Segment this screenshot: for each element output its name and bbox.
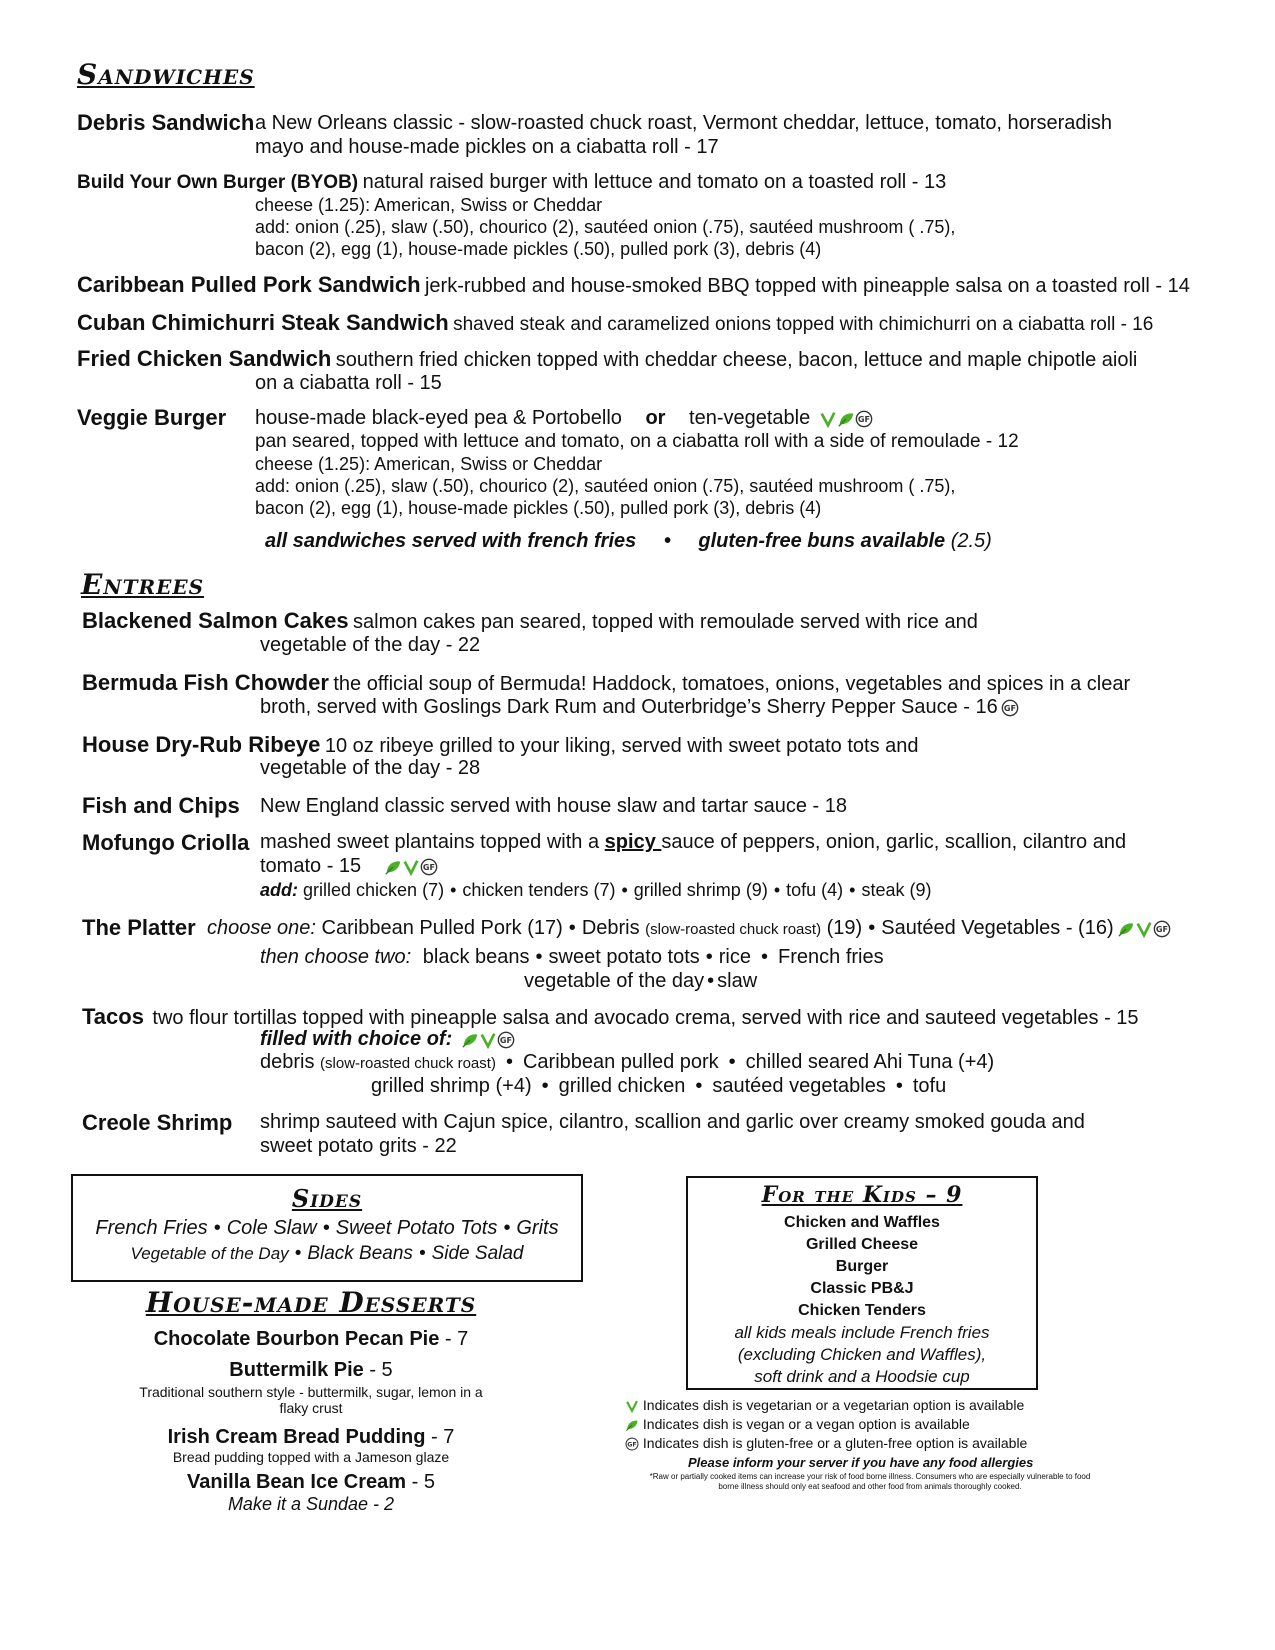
filling: Caribbean pulled pork (522, 1051, 719, 1073)
filling: chilled seared Ahi Tuna (+4) (745, 1051, 995, 1073)
menu-item-fried-chicken (77, 346, 1137, 372)
side-item: Vegetable of the Day (130, 1244, 289, 1263)
side-item: Sweet Potato Tots (335, 1217, 498, 1239)
gluten-free-icon (497, 1031, 515, 1049)
kids-item: Grilled Cheese (805, 1236, 919, 1253)
filling-note: (slow-roasted chuck roast) (320, 1055, 496, 1072)
item-desc: mashed sweet plantains topped with a (260, 831, 605, 853)
item-name: Caribbean Pulled Pork Sandwich (77, 272, 421, 297)
item-desc: mayo and house-made pickles on a ciabatta roll - 17 (255, 136, 719, 158)
platter-side: sweet potato tots (548, 946, 700, 968)
platter-option-price: (19) (826, 917, 863, 939)
menu-item-byob (77, 171, 946, 194)
item-desc: southern fried chicken topped with cheddar cheese, bacon, lettuce and maple chipotle aioli (335, 349, 1138, 371)
vegan-icon (625, 1418, 639, 1432)
menu-item-tacos (82, 1004, 1139, 1030)
menu-item-mofungo: Mofungo Criolla (82, 830, 250, 855)
item-desc: bacon (2), egg (1), house-made pickles (.50), pulled pork (3), debris (4) (255, 239, 822, 259)
menu-item-cuban-steak (77, 310, 1153, 336)
platter-choose-two: then choose two: black beans • sweet potato tots • rice • French fries (260, 946, 884, 968)
platter-choose-one: choose one: Caribbean Pulled Pork (17) • Debris (slow-roasted chuck roast) (19) • Sautéed Vegetables - (16) (207, 917, 1171, 940)
or-label: or (645, 407, 666, 429)
item-desc: sauce of peppers, onion, garlic, scallion, cilantro and (661, 831, 1127, 853)
gluten-free-icon (1001, 699, 1019, 717)
vegan-icon (837, 410, 855, 428)
gluten-free-buns-note: gluten-free buns available (698, 530, 946, 552)
chowder-line-2 (260, 696, 1019, 719)
sandwiches-note: all sandwiches served with french fries • gluten-free buns available (2.5) (265, 530, 992, 552)
fries-note: all sandwiches served with french fries (265, 530, 637, 552)
add-option: chicken tenders (7) (462, 880, 616, 900)
item-desc: shrimp sauteed with Cajun spice, cilantro, scallion and garlic over creamy smoked gouda and (260, 1111, 1085, 1133)
add-option: steak (9) (861, 880, 932, 900)
item-desc: natural raised burger with lettuce and tomato on a toasted roll - 13 (362, 171, 947, 193)
item-desc: on a ciabatta roll - 15 (255, 372, 442, 394)
filling: grilled chicken (558, 1075, 686, 1097)
spicy-label: spicy (604, 831, 662, 853)
item-name: Tacos (82, 1004, 144, 1029)
item-desc: vegetable of the day - 22 (260, 634, 481, 656)
menu-item-veggie-burger: Veggie Burger (77, 405, 227, 430)
dessert-item: Chocolate Bourbon Pecan Pie - 7 (153, 1328, 469, 1350)
item-desc: cheese (1.25): American, Swiss or Cheddar (255, 454, 603, 474)
kids-items (688, 1212, 1036, 1322)
item-name: Fried Chicken Sandwich (77, 346, 332, 371)
veggie-options (255, 407, 873, 430)
menu-item-fish-chowder (82, 670, 1130, 696)
tacos-filled (260, 1028, 515, 1051)
platter-side: rice (718, 946, 751, 968)
desserts-title: House-made Desserts (145, 1286, 477, 1319)
vegan-icon (1117, 920, 1135, 938)
sides-box (71, 1174, 583, 1282)
platter-option-note: (slow-roasted chuck roast) (645, 921, 822, 938)
platter-side: black beans (422, 946, 530, 968)
item-desc: shaved steak and caramelized onions topped with chimichurri on a ciabatta roll - 16 (453, 314, 1154, 335)
side-item: Grits (516, 1217, 559, 1239)
item-desc: jerk-rubbed and house-smoked BBQ topped with pineapple salsa on a toasted roll - 14 (424, 275, 1190, 297)
dessert-desc: Traditional southern style - buttermilk, sugar, lemon in a (139, 1384, 483, 1400)
item-desc: the official soup of Bermuda! Haddock, tomatoes, onions, vegetables and spices in a clear (333, 673, 1131, 695)
item-name: Build Your Own Burger (BYOB) (77, 172, 359, 193)
menu-item-debris-sandwich (77, 110, 254, 136)
dessert-item: Irish Cream Bread Pudding - 7 (167, 1426, 455, 1448)
dessert-desc: Bread pudding topped with a Jameson glaze (172, 1449, 450, 1465)
menu-item-platter: The Platter (82, 915, 196, 940)
entrees-title: Entrees (81, 568, 205, 601)
item-name: House Dry-Rub Ribeye (82, 732, 321, 757)
gluten-free-icon (855, 410, 873, 428)
vegetarian-icon (625, 1399, 639, 1413)
side-item: French Fries (95, 1217, 208, 1239)
item-desc: a New Orleans classic - slow-roasted chuck roast, Vermont cheddar, lettuce, tomato, horseradish (255, 112, 1113, 134)
menu-item-caribbean-pulled-pork (77, 272, 1190, 298)
vegetarian-icon (1135, 920, 1153, 938)
choose-one-label: choose one: (207, 917, 316, 939)
item-desc: bacon (2), egg (1), house-made pickles (.50), pulled pork (3), debris (4) (255, 498, 822, 518)
filled-label: filled with choice of: (260, 1028, 453, 1050)
legend (622, 1396, 1152, 1472)
menu-item-salmon-cakes (82, 608, 978, 634)
mofungo-adds: add: grilled chicken (7) • chicken tenders (7) • grilled shrimp (9) • tofu (4) • steak (9) (260, 880, 932, 900)
item-desc: ten-vegetable (689, 407, 811, 429)
legend-gluten-free: Indicates dish is gluten-free or a gluten-free option is available (622, 1434, 1152, 1453)
legend-vegan: Indicates dish is vegan or a vegan option is available (622, 1415, 1152, 1434)
kids-item: Chicken Tenders (798, 1302, 926, 1319)
item-name: Blackened Salmon Cakes (82, 608, 349, 633)
kids-title: For the Kids – 9 (761, 1182, 963, 1208)
mofungo-desc (260, 831, 1126, 854)
sides-row-2: Vegetable of the Day • Black Beans • Side Salad (130, 1243, 524, 1264)
add-option: grilled shrimp (9) (633, 880, 768, 900)
dessert-item: Buttermilk Pie - 5 (229, 1359, 393, 1381)
choose-two-label: then choose two: (260, 946, 412, 968)
item-desc: two flour tortillas topped with pineapple salsa and avocado crema, served with rice and sauteed vegetables - 15 (152, 1007, 1139, 1029)
item-desc: broth, served with Goslings Dark Rum and Outerbridge’s Sherry Pepper Sauce - 16 (260, 696, 998, 718)
add-label: add: (260, 880, 298, 900)
vegetarian-icon (479, 1031, 497, 1049)
sandwiches-title: Sandwiches (77, 58, 255, 91)
filling: grilled shrimp (+4) (371, 1075, 532, 1097)
filling: debris (260, 1051, 315, 1073)
platter-choose-two-2: vegetable of the day • slaw (524, 970, 758, 992)
dessert-list (71, 1328, 551, 1515)
platter-option: Caribbean Pulled Pork (17) (321, 917, 563, 939)
add-option: grilled chicken (7) (303, 880, 445, 900)
side-item: Black Beans (307, 1243, 413, 1264)
legend-vegetarian: Indicates dish is vegetarian or a vegetarian option is available (622, 1396, 1152, 1415)
item-desc: tomato - 15 (260, 855, 362, 877)
item-name: Bermuda Fish Chowder (82, 670, 329, 695)
dessert-desc: Make it a Sundae - 2 (227, 1494, 395, 1514)
vegan-icon (461, 1031, 479, 1049)
vegetarian-icon (402, 858, 420, 876)
item-desc: pan seared, topped with lettuce and tomato, on a ciabatta roll with a side of remoulade - 12 (255, 431, 1019, 452)
kids-note: all kids meals include French fries (excluding Chicken and Waffles), soft drink and a Hoodsie cup (734, 1323, 990, 1386)
platter-option: Sautéed Vegetables - (16) (881, 917, 1114, 939)
mofungo-line-2 (260, 855, 438, 878)
menu-item-fish-and-chips: Fish and Chips (82, 793, 240, 818)
menu-item-ribeye (82, 732, 919, 758)
filling: tofu (912, 1075, 947, 1097)
platter-option: Debris (581, 917, 640, 939)
item-desc: sweet potato grits - 22 (260, 1135, 457, 1157)
kids-box (686, 1176, 1038, 1390)
item-desc: vegetable of the day - 28 (260, 757, 481, 779)
raw-food-disclaimer: *Raw or partially cooked items can increase your risk of food borne illness. Consumers who are especially vulnerable to food borne illness should only eat seafood and other food from animals thoroughly cooked. (649, 1472, 1091, 1491)
tacos-fillings-1: debris (slow-roasted chuck roast) • Caribbean pulled pork • chilled seared Ahi Tuna (+4) (260, 1051, 995, 1073)
vegan-icon (384, 858, 402, 876)
item-desc: 10 oz ribeye grilled to your liking, served with sweet potato tots and (324, 735, 919, 757)
sides-title: Sides (291, 1184, 363, 1213)
sides-row-1: French Fries • Cole Slaw • Sweet Potato Tots • Grits (95, 1217, 559, 1239)
item-desc: cheese (1.25): American, Swiss or Cheddar (255, 195, 603, 215)
kids-item: Chicken and Waffles (784, 1214, 940, 1231)
item-desc: house-made black-eyed pea & Portobello (255, 407, 622, 429)
dessert-item: Vanilla Bean Ice Cream - 5 (187, 1471, 435, 1493)
tacos-fillings-2: grilled shrimp (+4) • grilled chicken • sautéed vegetables • tofu (371, 1075, 947, 1097)
platter-side: French fries (778, 946, 884, 968)
vegetarian-icon (819, 410, 837, 428)
allergy-note: Please inform your server if you have any food allergies (688, 1455, 1034, 1470)
filling: sautéed vegetables (712, 1075, 886, 1097)
side-item: Cole Slaw (226, 1217, 317, 1239)
kids-item: Classic PB&J (810, 1280, 914, 1297)
item-desc: salmon cakes pan seared, topped with remoulade served with rice and (353, 611, 978, 633)
item-name: Debris Sandwich (77, 110, 255, 135)
gluten-free-icon (420, 858, 438, 876)
side-item: Side Salad (431, 1243, 524, 1264)
dessert-desc: flaky crust (279, 1400, 343, 1416)
gluten-free-buns-price: (2.5) (950, 530, 992, 552)
kids-item: Burger (835, 1258, 889, 1275)
platter-side: vegetable of the day (524, 970, 705, 992)
platter-side: slaw (717, 970, 758, 992)
item-name: Cuban Chimichurri Steak Sandwich (77, 310, 449, 335)
add-option: tofu (4) (786, 880, 844, 900)
item-desc: New England classic served with house slaw and tartar sauce - 18 (260, 795, 847, 817)
menu-item-creole-shrimp: Creole Shrimp (82, 1110, 233, 1135)
gluten-free-icon (625, 1437, 639, 1451)
item-desc: add: onion (.25), slaw (.50), chourico (2), sautéed onion (.75), sautéed mushroom ( .75), (255, 476, 956, 496)
gluten-free-icon (1153, 920, 1171, 938)
item-desc: add: onion (.25), slaw (.50), chourico (2), sautéed onion (.75), sautéed mushroom ( .75), (255, 217, 956, 237)
